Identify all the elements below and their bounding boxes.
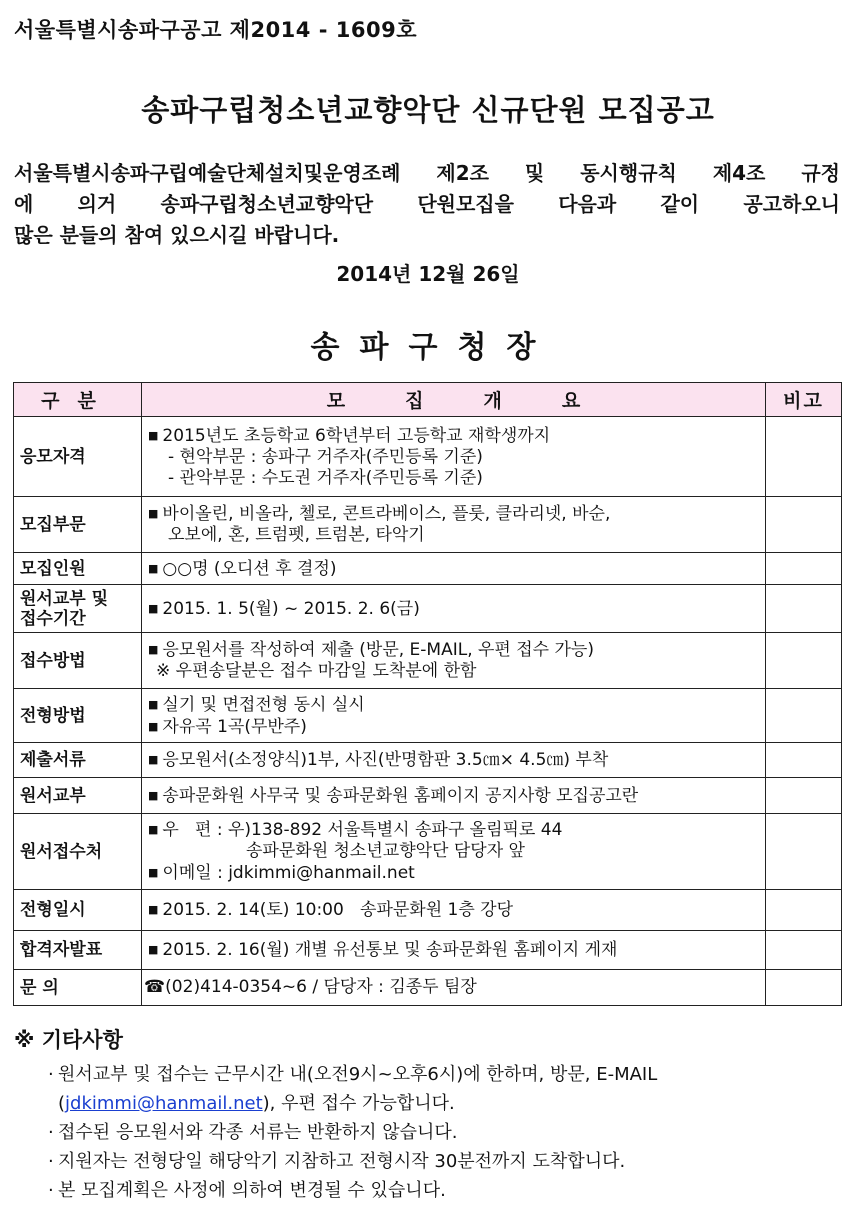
square-bullet-icon: ■ [148,719,159,733]
row-label [14,585,142,633]
row-content [142,931,766,970]
content-line: 우 편 : 우)138-892 서울특별시 송파구 올림픽로 44 [162,820,563,840]
row-content [142,553,766,585]
row-content [142,778,766,814]
row-content [142,970,766,1006]
table-row [14,890,842,931]
content-line: - 현악부문 : 송파구 거주자(주민등록 기준) [168,446,483,467]
row-remarks [766,585,842,633]
row-label: 접수방법 [14,633,142,689]
list-item [48,1060,844,1118]
header-overview: 모집개요 [142,383,766,417]
content-line: 오보에, 혼, 트럼펫, 트럼본, 타악기 [168,525,425,545]
row-content [142,689,766,743]
square-bullet-icon: ■ [148,428,159,442]
additional-notes [14,1024,844,1205]
intro-line: 에 의거 송파구립청소년교향악단 단원모집을 다음과 같이 공고하오니 [14,192,840,216]
recruitment-table [13,382,842,1006]
square-bullet-icon: ■ [148,643,159,656]
row-label: 합격자발표 [14,931,142,970]
table-header-row [14,383,842,417]
notice-date: 2014년 12월 26일 [336,262,520,286]
table-row [14,778,842,814]
list-item [48,1176,844,1205]
table-row [14,689,842,743]
intro-line: 많은 분들의 참여 있으시길 바랍니다. [14,223,340,247]
dot-bullet-icon: · [48,1151,54,1172]
list-item [48,1147,844,1176]
table-row [14,931,842,970]
row-content [142,814,766,890]
row-label: 제출서류 [14,743,142,778]
header-category: 구분 [14,383,142,417]
header-remarks: 비고 [766,383,842,417]
row-label: 원서접수처 [14,814,142,890]
content-line: 송파문화원 청소년교향악단 담당자 앞 [246,841,525,861]
table-row [14,417,842,497]
row-content [142,890,766,931]
square-bullet-icon: ■ [148,601,159,615]
content-line: ○○명 (오디션 후 결정) [162,558,337,579]
email-link[interactable]: jdkimmi@hanmail.net [65,1093,263,1114]
row-remarks [766,778,842,814]
content-line: ※ 우편송달분은 접수 마감일 도착분에 한함 [156,661,477,681]
content-line: 자유곡 1곡(무반주) [162,716,307,737]
square-bullet-icon: ■ [148,753,159,766]
dot-bullet-icon: · [48,1180,54,1201]
row-remarks [766,689,842,743]
table-row [14,633,842,689]
row-remarks [766,814,842,890]
note-text: 본 모집계획은 사정에 의하여 변경될 수 있습니다. [58,1180,446,1201]
square-bullet-icon: ■ [148,561,159,575]
table-row [14,497,842,553]
intro-line: 서울특별시송파구립예술단체설치및운영조례 제2조 및 동시행규칙 제4조 규정 [14,161,840,185]
note-text-part: ), 우편 접수 가능합니다. [262,1093,455,1114]
content-line: 응모원서(소정양식)1부, 사진(반명함판 3.5㎝× 4.5㎝) 부착 [162,750,609,770]
row-remarks [766,743,842,778]
row-content [142,633,766,689]
square-bullet-icon: ■ [148,788,159,802]
content-line: 2015년도 초등학교 6학년부터 고등학교 재학생까지 [162,425,551,446]
row-remarks [766,970,842,1006]
note-text: 원서교부 및 접수는 근무시간 내(오전9시~오후6시)에 한하며, 방문, E-MAIL [58,1064,658,1085]
row-label: 전형방법 [14,689,142,743]
row-content [142,417,766,497]
row-remarks [766,890,842,931]
notes-title: ※ 기타사항 [14,1028,123,1052]
row-label-line: 접수기간 [20,608,86,629]
square-bullet-icon: ■ [148,697,159,711]
row-remarks [766,633,842,689]
row-label: 모집인원 [14,553,142,585]
notice-number: 서울특별시송파구공고 제2014 - 1609호 [14,18,417,42]
table-row [14,585,842,633]
page-title: 송파구립청소년교향악단 신규단원 모집공고 [141,93,715,127]
row-label: 응모자격 [14,417,142,497]
row-remarks [766,497,842,553]
notes-list [14,1060,844,1205]
row-content [142,743,766,778]
row-label: 모집부문 [14,497,142,553]
intro-paragraph [14,158,840,251]
dot-bullet-icon: · [48,1064,54,1085]
square-bullet-icon: ■ [148,943,159,956]
note-text: 지원자는 전형당일 해당악기 지참하고 전형시작 30분전까지 도착합니다. [58,1151,626,1172]
table-row [14,814,842,890]
square-bullet-icon: ■ [148,823,159,836]
content-line: 송파문화원 사무국 및 송파문화원 홈페이지 공지사항 모집공고란 [162,785,639,806]
content-line: 실기 및 면접전형 동시 실시 [162,694,365,715]
row-remarks [766,417,842,497]
content-line: 바이올린, 비올라, 첼로, 콘트라베이스, 플룻, 클라리넷, 바순, [162,504,611,524]
square-bullet-icon: ■ [148,903,159,916]
row-label: 문 의 [14,970,142,1006]
table-row [14,553,842,585]
square-bullet-icon: ■ [148,866,159,879]
content-line: ☎(02)414-0354~6 / 담당자 : 김종두 팀장 [144,977,477,997]
row-label: 원서교부 [14,778,142,814]
row-remarks [766,931,842,970]
list-item [48,1118,844,1147]
note-text: 접수된 응모원서와 각종 서류는 반환하지 않습니다. [58,1122,458,1143]
table-row [14,743,842,778]
row-label-line: 원서교부 및 [20,588,109,609]
row-content [142,585,766,633]
dot-bullet-icon: · [48,1122,54,1143]
note-text [58,1089,844,1118]
row-label: 전형일시 [14,890,142,931]
content-line: - 관악부문 : 수도권 거주자(주민등록 기준) [168,467,483,488]
note-text-part: ( [58,1093,66,1114]
row-content [142,497,766,553]
issuer: 송파구청장 [310,330,556,365]
content-line: 2015. 2. 14(토) 10:00 송파문화원 1층 강당 [162,900,514,920]
content-line: 2015. 1. 5(월) ~ 2015. 2. 6(금) [162,598,420,619]
row-remarks [766,553,842,585]
square-bullet-icon: ■ [148,507,159,520]
content-line: 2015. 2. 16(월) 개별 유선통보 및 송파문화원 홈페이지 게재 [162,940,618,960]
table-row [14,970,842,1006]
content-line: 응모원서를 작성하여 제출 (방문, E-MAIL, 우편 접수 가능) [162,640,594,660]
content-line: 이메일 : jdkimmi@hanmail.net [162,863,415,883]
